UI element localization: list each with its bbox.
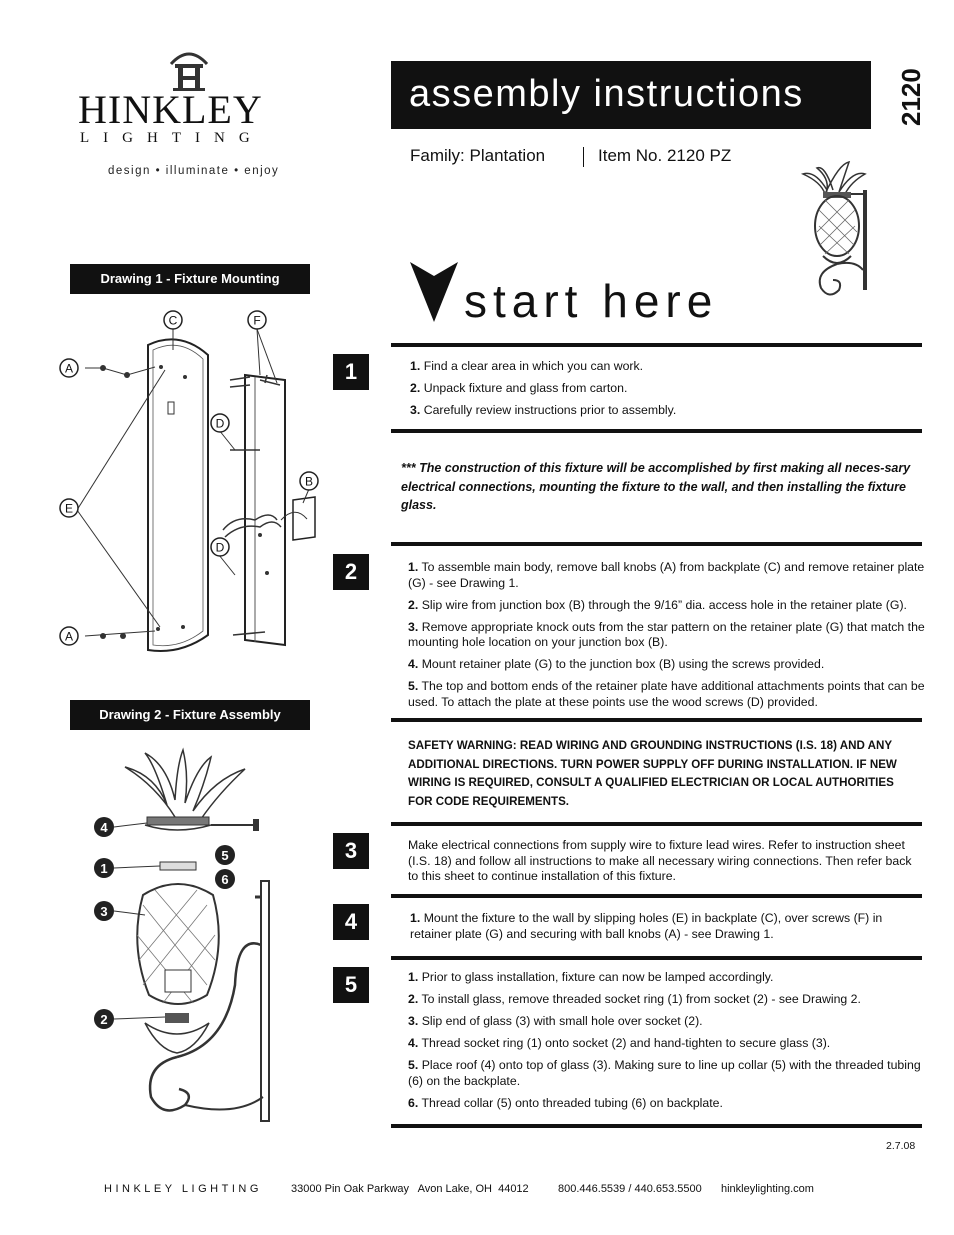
d2-callout-1 bbox=[94, 858, 114, 878]
d1-callout-b-text: B bbox=[304, 474, 314, 489]
list-item: 2. Unpack fixture and glass from carton. bbox=[410, 381, 628, 395]
list-item: 1. To assemble main body, remove ball knobs (A) from backplate (C) and remove retainer plate (G) - see Drawing 1. bbox=[408, 560, 925, 590]
rule-step1-bottom bbox=[391, 429, 922, 433]
footer bbox=[104, 1183, 904, 1195]
step4-number: 4 bbox=[333, 904, 369, 940]
list-item: 1. Find a clear area in which you can work. bbox=[410, 359, 644, 373]
list-item: 6. Thread collar (5) onto threaded tubing (6) on backplate. bbox=[408, 1095, 723, 1110]
drawing2-illustration bbox=[85, 745, 285, 1140]
d1-callout-d-bottom bbox=[211, 538, 229, 556]
step2-list bbox=[408, 560, 926, 717]
step4-list bbox=[410, 911, 924, 949]
item-number-vertical: 2120 bbox=[896, 68, 926, 126]
family-label: Family: Plantation bbox=[410, 146, 546, 165]
d1-callout-a-top bbox=[60, 359, 78, 377]
rule-step5-bottom bbox=[391, 1124, 922, 1128]
start-here-heading: start here bbox=[464, 275, 719, 327]
construction-note: *** The construction of this fixture will be accomplished by first making all neces-sary electrical connections, mounting the fixture to the wall, and then installing the fixture glass. bbox=[401, 461, 911, 512]
brand-tagline: design • illuminate • enjoy bbox=[108, 165, 280, 177]
fixture-thumbnail bbox=[795, 160, 885, 310]
d2-callout-4-text: 4 bbox=[100, 820, 108, 835]
d1-callout-b bbox=[300, 472, 318, 490]
footer-phone: 800.446.5539 / 440.653.5500 bbox=[558, 1183, 702, 1195]
safety-warning: SAFETY WARNING: READ WIRING AND GROUNDING INSTRUCTIONS (I.S. 18) AND ANY ADDITIONAL DIRECTIONS. TURN POWER SUPPLY OFF DURING INSTALLATION. IF NEW WIRING IS REQUIRED, CONSULT A QUALIFIED ELECTRICIAN OR LOCAL AUTHORITIES FOR CODE REQUIREMENTS. bbox=[408, 739, 897, 809]
footer-web[interactable]: hinkleylighting.com bbox=[721, 1183, 814, 1195]
rule-step1-top bbox=[391, 343, 922, 347]
d1-callout-c-text: C bbox=[168, 313, 178, 328]
list-item: 3. Slip end of glass (3) with small hole over socket (2). bbox=[408, 1014, 703, 1028]
d2-callout-5 bbox=[215, 845, 235, 865]
d2-callout-2-text: 2 bbox=[100, 1012, 108, 1027]
step2-number: 2 bbox=[333, 554, 369, 590]
footer-brand: HINKLEY LIGHTING bbox=[104, 1183, 262, 1195]
d2-callout-6-text: 6 bbox=[221, 872, 229, 887]
list-item: 2. Slip wire from junction box (B) through the 9/16” dia. access hole in the retainer plate (G). bbox=[408, 597, 907, 612]
step1-list bbox=[410, 359, 920, 425]
step3-text: Make electrical connections from supply wire to fixture lead wires. Refer to instruction sheet (I.S. 18) and follow all instructions to make all necessary wiring connections. Then refer back to this sheet to continue installation of this fixture. bbox=[408, 838, 912, 883]
list-item: 1. Mount the fixture to the wall by slipping holes (E) in backplate (C), over screws (F) in retainer plate (G) and securing with ball knobs (A) - see Drawing 1. bbox=[410, 911, 883, 941]
d2-callout-1-text: 1 bbox=[100, 861, 108, 876]
d1-callout-f-text: F bbox=[253, 313, 261, 328]
revision-date: 2.7.08 bbox=[886, 1140, 916, 1152]
d1-callout-a-top-text: A bbox=[64, 361, 74, 376]
list-item: 4. Mount retainer plate (G) to the junction box (B) using the screws provided. bbox=[408, 657, 825, 671]
list-item: 3. Remove appropriate knock outs from the star pattern on the retainer plate (G) that match the mounting hole location on your junction box (B). bbox=[408, 619, 925, 649]
logo-icon bbox=[165, 44, 213, 92]
list-item: 3. Carefully review instructions prior to assembly. bbox=[410, 403, 677, 417]
step5-number: 5 bbox=[333, 967, 369, 1003]
d1-callout-a-bottom bbox=[60, 627, 78, 645]
d1-callout-f bbox=[248, 311, 266, 329]
drawing1-label: Drawing 1 - Fixture Mounting bbox=[70, 264, 310, 294]
brand-sub: LIGHTING bbox=[80, 130, 264, 146]
step3-number: 3 bbox=[333, 833, 369, 869]
step1-number: 1 bbox=[333, 354, 369, 390]
list-item: 2. To install glass, remove threaded socket ring (1) from socket (2) - see Drawing 2. bbox=[408, 992, 861, 1006]
list-item: 5. Place roof (4) onto top of glass (3). Making sure to line up collar (5) with the threaded tubing (6) on the backplate. bbox=[408, 1058, 921, 1088]
d2-callout-2 bbox=[94, 1009, 114, 1029]
list-item: 1. Prior to glass installation, fixture can now be lamped accordingly. bbox=[408, 970, 774, 984]
list-item: 5. The top and bottom ends of the retainer plate have additional attachments points that can be used. To attach the plate at these points use the wood screws (D) provided. bbox=[408, 679, 925, 709]
footer-address: 33000 Pin Oak Parkway Avon Lake, OH 44012 bbox=[291, 1183, 529, 1195]
d2-callout-4 bbox=[94, 817, 114, 837]
drawing2-label: Drawing 2 - Fixture Assembly bbox=[70, 700, 310, 730]
start-arrow-icon bbox=[410, 262, 458, 322]
drawing1-illustration bbox=[55, 305, 335, 680]
rule-step5-top bbox=[391, 956, 922, 960]
rule-step2-bottom bbox=[391, 718, 922, 722]
rule-step2-top bbox=[391, 542, 922, 546]
header-divider bbox=[583, 147, 584, 167]
list-item: 4. Thread socket ring (1) onto socket (2) and hand-tighten to secure glass (3). bbox=[408, 1036, 831, 1050]
d1-callout-c bbox=[164, 311, 182, 329]
step5-list bbox=[408, 970, 922, 1118]
d1-callout-d-bottom-text: D bbox=[215, 540, 225, 555]
d1-callout-d-top bbox=[211, 414, 229, 432]
rule-step3-top bbox=[391, 822, 922, 826]
page-title: assembly instructions bbox=[391, 61, 871, 129]
d1-callout-d-top-text: D bbox=[215, 416, 225, 431]
d2-callout-6 bbox=[215, 869, 235, 889]
d1-callout-a-bottom-text: A bbox=[64, 629, 74, 644]
d1-callout-e bbox=[60, 499, 78, 517]
d1-callout-e-text: E bbox=[64, 501, 74, 516]
rule-step4-top bbox=[391, 894, 922, 898]
brand-name: HINKLEY bbox=[78, 87, 263, 132]
item-label: Item No. 2120 PZ bbox=[598, 146, 732, 165]
d2-callout-3-text: 3 bbox=[100, 904, 108, 919]
d2-callout-3 bbox=[94, 901, 114, 921]
d2-callout-5-text: 5 bbox=[221, 848, 229, 863]
